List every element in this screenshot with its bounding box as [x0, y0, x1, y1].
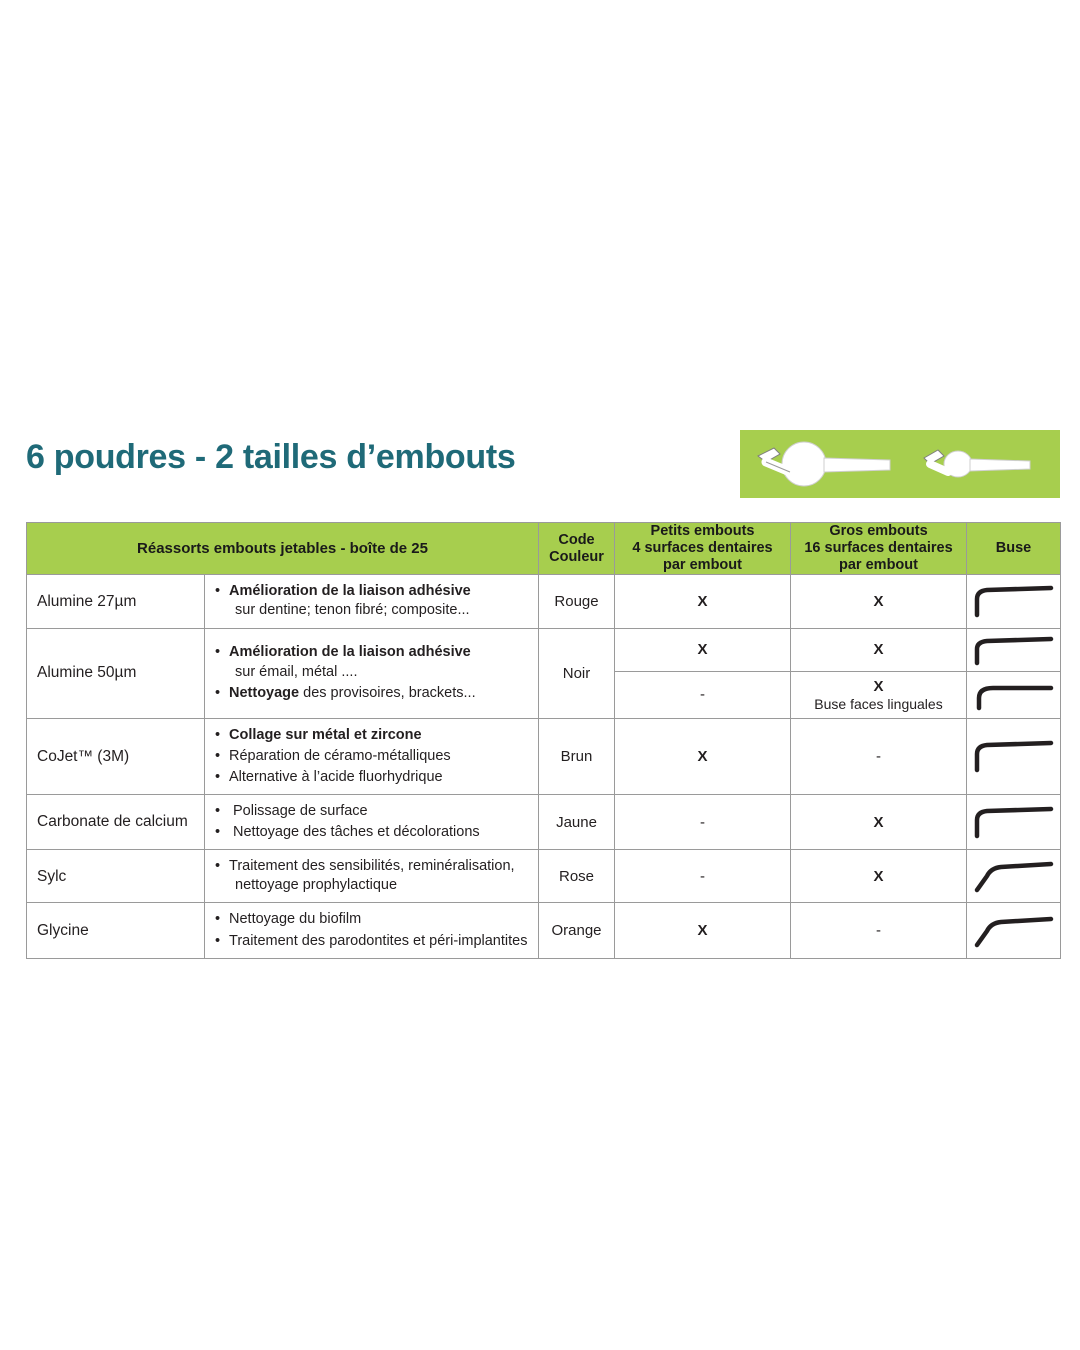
header-big-line2: 16 surfaces dentaires	[804, 540, 953, 557]
cell-color-code: Noir	[539, 628, 615, 718]
list-item	[215, 643, 530, 681]
cell-description	[205, 850, 539, 903]
cell-nozzle	[967, 718, 1061, 794]
list-item	[215, 684, 530, 703]
cell-description	[205, 628, 539, 718]
cell-color-code: Brun	[539, 718, 615, 794]
cell-description	[205, 718, 539, 794]
nozzle-straight-icon	[971, 633, 1057, 667]
cell-nozzle	[967, 671, 1061, 718]
cell-small-tip: X	[615, 628, 791, 671]
cell-small-tip: -	[615, 671, 791, 718]
bullet-bold: Amélioration de la liaison adhésive	[229, 583, 471, 600]
cell-small-tip: X	[615, 718, 791, 794]
cell-color-code: Rouge	[539, 575, 615, 628]
table-body	[27, 575, 1061, 958]
bullet-text: Traitement des sensibilités, reminéralisation,	[229, 858, 515, 875]
list-item	[215, 768, 530, 787]
large-tip-icon	[758, 442, 890, 486]
list-item	[215, 823, 530, 842]
list-item	[215, 747, 530, 766]
table-row	[27, 628, 1061, 671]
header-code-couleur	[539, 523, 615, 575]
header-big-line1: Gros embouts	[829, 523, 928, 539]
nozzle-curved-icon	[971, 676, 1057, 714]
bullet-continuation: nettoyage prophylactique	[235, 877, 398, 894]
list-item	[215, 582, 530, 620]
cell-big-tip	[791, 671, 967, 718]
table-row	[27, 794, 1061, 849]
table-header	[27, 523, 1061, 575]
cell-small-tip: X	[615, 575, 791, 628]
list-item	[215, 726, 530, 745]
table-row	[27, 575, 1061, 628]
nozzle-angled-icon	[971, 856, 1057, 896]
cell-big-tip: -	[791, 718, 967, 794]
cell-color-code: Orange	[539, 903, 615, 958]
header-small-line1: Petits embouts	[650, 523, 755, 539]
list-item	[215, 802, 530, 821]
cell-powder-name: Sylc	[27, 850, 205, 903]
bullet-text: Réparation de céramo-métalliques	[229, 747, 451, 764]
tips-illustration-banner	[740, 430, 1060, 498]
list-item	[215, 910, 530, 929]
cell-big-tip: -	[791, 903, 967, 958]
cell-powder-name: CoJet™ (3M)	[27, 718, 205, 794]
list-item	[215, 857, 530, 895]
title-row	[26, 430, 1060, 502]
nozzle-straight-icon	[971, 736, 1057, 776]
page-title: 6 poudres - 2 tailles d’embouts	[26, 438, 516, 476]
cell-nozzle	[967, 628, 1061, 671]
list-item	[215, 932, 530, 951]
cell-small-tip: -	[615, 794, 791, 849]
cell-big-tip-mark: X	[873, 677, 884, 695]
bullet-bold: Nettoyage	[229, 684, 300, 701]
bullet-text: Polissage de surface	[233, 802, 368, 819]
cell-nozzle	[967, 575, 1061, 628]
bullet-text: Alternative à l’acide fluorhydrique	[229, 768, 443, 785]
bullet-bold: Collage sur métal et zircone	[229, 726, 422, 743]
header-small-line3: par embout	[663, 557, 742, 574]
bullet-bold: Amélioration de la liaison adhésive	[229, 644, 471, 661]
nozzle-angled-icon	[971, 911, 1057, 951]
bullet-text: des provisoires, brackets...	[299, 684, 476, 701]
header-petits-embouts	[615, 523, 791, 575]
cell-nozzle	[967, 903, 1061, 958]
cell-big-tip: X	[791, 794, 967, 849]
cell-color-code: Rose	[539, 850, 615, 903]
small-tip-icon	[924, 450, 1030, 477]
cell-big-tip: X	[791, 575, 967, 628]
cell-small-tip: -	[615, 850, 791, 903]
header-description: Réassorts embouts jetables - boîte de 25	[27, 523, 539, 575]
table-row	[27, 850, 1061, 903]
bullet-text: Traitement des parodontites et péri-implantites	[229, 932, 528, 949]
cell-powder-name: Alumine 50µm	[27, 628, 205, 718]
cell-description	[205, 794, 539, 849]
cell-description	[205, 575, 539, 628]
cell-powder-name: Glycine	[27, 903, 205, 958]
cell-small-tip: X	[615, 903, 791, 958]
header-small-line2: 4 surfaces dentaires	[632, 540, 773, 557]
bullet-continuation: sur émail, métal ....	[235, 663, 358, 680]
cell-color-code: Jaune	[539, 794, 615, 849]
cell-big-tip: X	[791, 628, 967, 671]
cell-powder-name: Carbonate de calcium	[27, 794, 205, 849]
cell-nozzle	[967, 850, 1061, 903]
table-row	[27, 903, 1061, 958]
table-row	[27, 718, 1061, 794]
header-gros-embouts	[791, 523, 967, 575]
bullet-continuation: sur dentine; tenon fibré; composite...	[235, 602, 470, 619]
header-big-line3: par embout	[839, 557, 918, 574]
bullet-text: Nettoyage des tâches et décolorations	[233, 824, 480, 841]
header-code-line2: Couleur	[549, 548, 604, 565]
bullet-text: Nettoyage du biofilm	[229, 911, 362, 928]
cell-big-tip: X	[791, 850, 967, 903]
header-buse: Buse	[967, 523, 1061, 575]
nozzle-straight-icon	[971, 802, 1057, 842]
cell-nozzle	[967, 794, 1061, 849]
powders-table	[26, 522, 1061, 959]
cell-description	[205, 903, 539, 958]
cell-big-tip-note: Buse faces linguales	[814, 695, 943, 712]
nozzle-straight-icon	[971, 581, 1057, 621]
header-code-line1: Code	[558, 531, 595, 548]
cell-powder-name: Alumine 27µm	[27, 575, 205, 628]
